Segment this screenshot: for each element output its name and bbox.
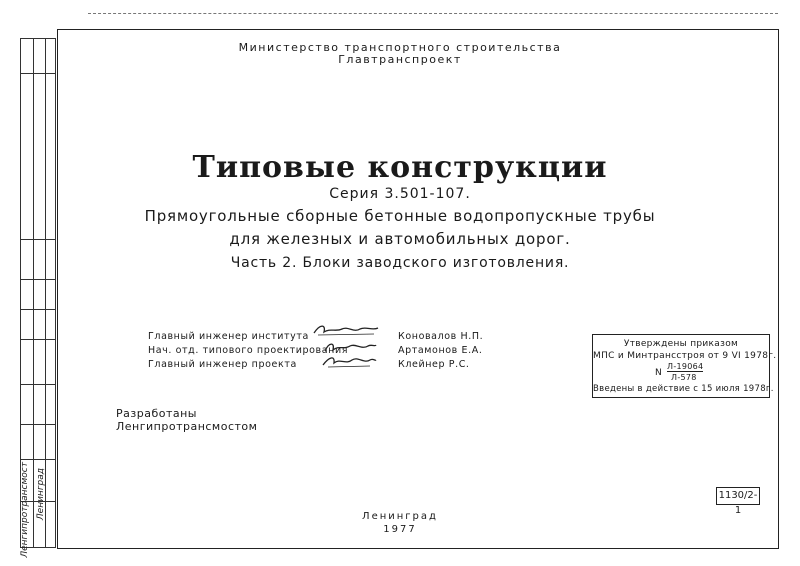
signatory-role: Главный инженер института	[148, 331, 309, 342]
approval-number-bottom: Л-578	[671, 373, 697, 382]
approval-line-2: МПС и Минтрансстроя от 9 VI 1978г.	[593, 351, 777, 361]
approval-number-top: Л-19064	[667, 362, 704, 371]
strip-divider	[21, 384, 55, 385]
approval-number-prefix: N	[655, 368, 663, 378]
signatory-name: Артамонов Е.А.	[398, 345, 483, 356]
developer-org: Ленгипротрансмостом	[116, 420, 258, 433]
strip-divider	[21, 279, 55, 280]
signatory-role: Главный инженер проекта	[148, 359, 297, 370]
signature-3	[320, 353, 378, 369]
approval-line-1: Утверждены приказом	[623, 339, 739, 349]
strip-divider	[21, 309, 55, 310]
subtitle-line-1: Прямоугольные сборные бетонные водопропускные трубы	[144, 207, 656, 225]
subtitle-line-3: Часть 2. Блоки заводского изготовления.	[230, 255, 570, 271]
document-code: 1130/2-1	[716, 487, 760, 505]
strip-divider	[21, 459, 55, 460]
signatory-name: Коновалов Н.П.	[398, 331, 484, 342]
strip-divider	[21, 339, 55, 340]
footer-city: Ленинград	[362, 511, 438, 522]
strip-divider	[21, 424, 55, 425]
main-title: Типовые конструкции	[192, 150, 608, 185]
strip-divider	[21, 73, 55, 74]
drawing-frame	[57, 29, 779, 549]
ministry-name: Министерство транспортного строительства	[238, 41, 562, 54]
top-dashed-line	[88, 13, 778, 14]
approval-stamp-box	[592, 334, 777, 398]
department-name: Главтранспроект	[338, 53, 462, 66]
signatory-role: Нач. отд. типового проектирования	[148, 345, 349, 356]
approval-line-4: Введены в действие с 15 июля 1978г.	[593, 384, 774, 394]
subtitle-line-2: для железных и автомобильных дорог.	[229, 230, 571, 248]
series-number: Серия 3.501-107.	[329, 186, 471, 202]
footer-year: 1977	[383, 524, 417, 535]
signature-1	[312, 322, 382, 338]
side-strip-city: Ленинград	[36, 468, 46, 521]
side-strip-org: Ленгипротрансмост	[20, 462, 30, 558]
signatory-name: Клейнер Р.С.	[398, 359, 470, 370]
strip-divider	[33, 39, 34, 547]
developer-label: Разработаны	[116, 407, 197, 420]
